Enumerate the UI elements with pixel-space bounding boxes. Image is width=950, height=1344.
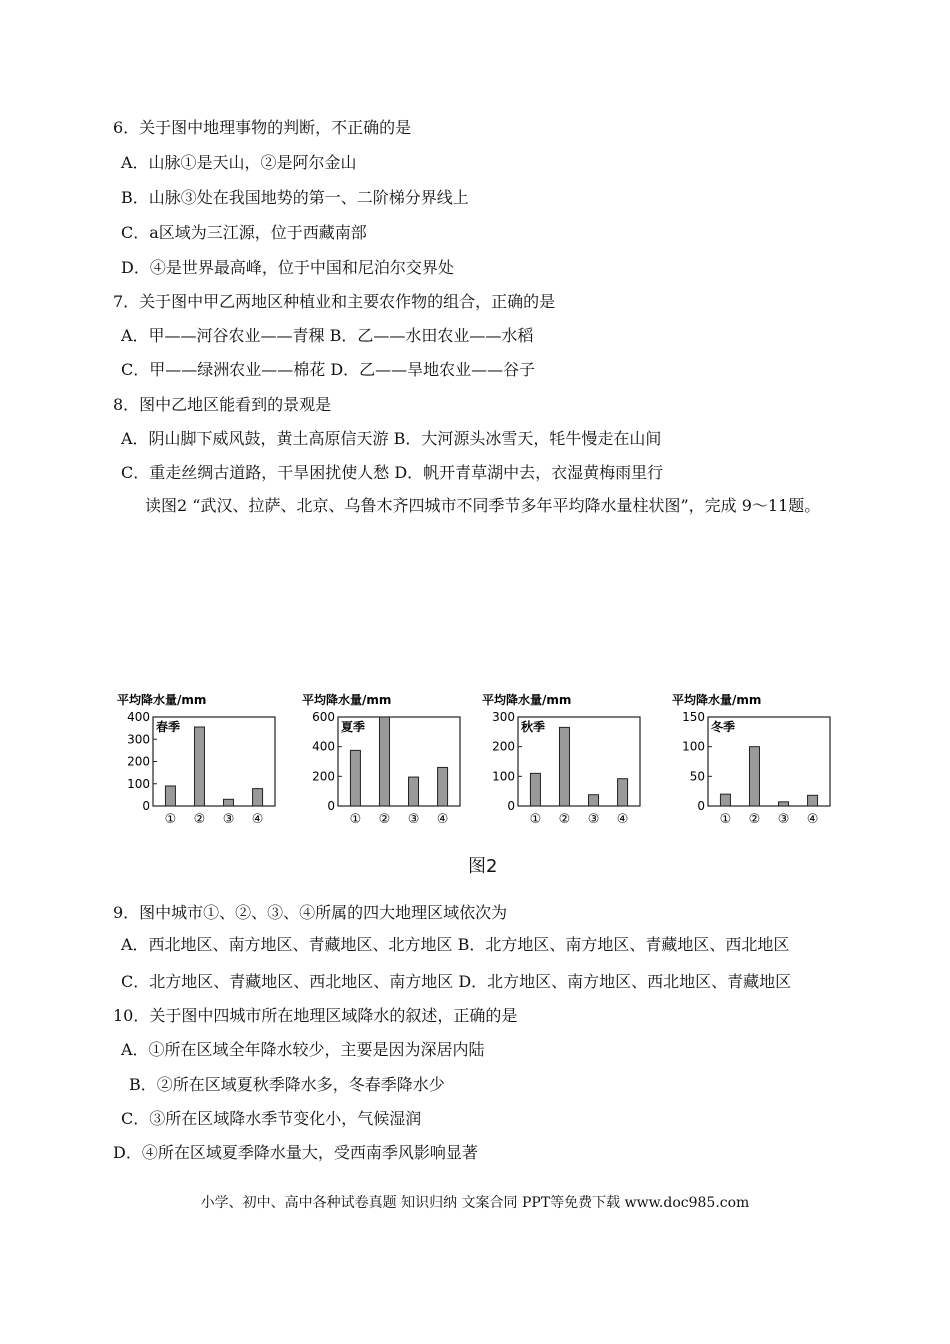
chart-summer bbox=[298, 690, 468, 830]
chart-spring bbox=[113, 690, 283, 830]
y-tick-label: 0 bbox=[697, 799, 705, 813]
season-label: 春季 bbox=[156, 720, 181, 734]
question-9-stem: 9．图中城市①、②、③、④所属的四大地理区域依次为 bbox=[113, 903, 508, 922]
question-8-stem: 8．图中乙地区能看到的景观是 bbox=[113, 395, 332, 414]
chart-summer-svg bbox=[298, 690, 468, 830]
y-tick-label: 300 bbox=[127, 732, 150, 747]
y-tick-label: 200 bbox=[492, 739, 515, 754]
category-label: ② bbox=[193, 812, 206, 827]
question-10-option-d: D．④所在区域夏季降水量大，受西南季风影响显著 bbox=[113, 1143, 478, 1162]
category-label: ① bbox=[529, 812, 542, 827]
question-9-options-cd: C．北方地区、青藏地区、西北地区、南方地区 D．北方地区、南方地区、西北地区、青藏地区 bbox=[121, 972, 792, 991]
category-label: ③ bbox=[222, 812, 235, 827]
chart-winter-svg bbox=[668, 690, 838, 830]
bar bbox=[165, 786, 175, 806]
bar bbox=[559, 727, 569, 806]
y-tick-label: 100 bbox=[682, 739, 705, 754]
bar bbox=[749, 747, 759, 806]
bar bbox=[589, 795, 599, 806]
bar bbox=[530, 773, 540, 806]
bar bbox=[779, 802, 789, 806]
y-tick-label: 200 bbox=[312, 769, 335, 784]
question-10-stem: 10．关于图中四城市所在地理区域降水的叙述，正确的是 bbox=[113, 1006, 518, 1025]
figure-intro-paragraph: 读图2 “武汉、拉萨、北京、乌鲁木齐四城市不同季节多年平均降水量柱状图”，完成 9～11题。 bbox=[145, 496, 821, 515]
category-label: ② bbox=[748, 812, 761, 827]
category-label: ③ bbox=[777, 812, 790, 827]
bar bbox=[808, 795, 818, 806]
bar bbox=[409, 777, 419, 806]
chart-autumn bbox=[478, 690, 648, 830]
question-10-option-c: C．③所在区域降水季节变化小，气候湿润 bbox=[121, 1109, 422, 1128]
figure-caption: 图2 bbox=[468, 856, 498, 877]
category-label: ④ bbox=[616, 812, 629, 827]
bar bbox=[194, 727, 204, 806]
chart-spring-svg bbox=[113, 690, 283, 830]
category-label: ② bbox=[558, 812, 571, 827]
y-axis-label: 平均降水量/mm bbox=[672, 693, 762, 707]
y-tick-label: 0 bbox=[507, 799, 515, 813]
question-8-options-ab: A．阴山脚下威风鼓，黄土高原信天游 B．大河源头冰雪天，牦牛慢走在山间 bbox=[121, 429, 662, 448]
question-6-option-c: C．a区域为三江源，位于西藏南部 bbox=[121, 223, 367, 242]
y-axis-label: 平均降水量/mm bbox=[482, 693, 572, 707]
y-tick-label: 50 bbox=[689, 769, 705, 784]
y-axis-label: 平均降水量/mm bbox=[302, 693, 392, 707]
category-label: ① bbox=[719, 812, 732, 827]
y-tick-label: 100 bbox=[127, 776, 150, 791]
y-tick-label: 400 bbox=[312, 739, 335, 754]
bar bbox=[720, 794, 730, 806]
y-tick-label: 150 bbox=[682, 710, 705, 724]
y-tick-label: 200 bbox=[127, 754, 150, 769]
category-label: ③ bbox=[587, 812, 600, 827]
bar bbox=[253, 789, 263, 806]
question-10-option-a: A．①所在区域全年降水较少，主要是因为深居内陆 bbox=[121, 1040, 485, 1059]
y-tick-label: 300 bbox=[492, 710, 515, 724]
y-tick-label: 400 bbox=[127, 710, 150, 724]
category-label: ① bbox=[164, 812, 177, 827]
question-6-option-a: A．山脉①是天山，②是阿尔金山 bbox=[121, 153, 357, 172]
question-6-option-b: B．山脉③处在我国地势的第一、二阶梯分界线上 bbox=[121, 188, 469, 207]
bar bbox=[618, 779, 628, 806]
question-8-options-cd: C．重走丝绸古道路，干旱困扰使人愁 D．帆开青草湖中去，衣湿黄梅雨里行 bbox=[121, 463, 664, 482]
question-7-options-ab: A．甲——河谷农业——青稞 B．乙——水田农业——水稻 bbox=[121, 326, 534, 345]
chart-autumn-svg bbox=[478, 690, 648, 830]
bar bbox=[224, 799, 234, 806]
question-9-options-ab: A．西北地区、南方地区、青藏地区、北方地区 B．北方地区、南方地区、青藏地区、西北地区 bbox=[121, 935, 790, 954]
bar bbox=[438, 767, 448, 806]
y-axis-label: 平均降水量/mm bbox=[117, 693, 207, 707]
category-label: ④ bbox=[251, 812, 264, 827]
category-label: ④ bbox=[436, 812, 449, 827]
category-label: ② bbox=[378, 812, 391, 827]
y-tick-label: 0 bbox=[327, 799, 335, 813]
question-6-stem: 6．关于图中地理事物的判断，不正确的是 bbox=[113, 118, 412, 137]
category-label: ③ bbox=[407, 812, 420, 827]
page-footer: 小学、初中、高中各种试卷真题 知识归纳 文案合同 PPT等免费下载 www.doc985.com bbox=[200, 1195, 750, 1211]
chart-winter bbox=[668, 690, 838, 830]
y-tick-label: 0 bbox=[142, 799, 150, 813]
category-label: ① bbox=[349, 812, 362, 827]
bar bbox=[379, 717, 389, 806]
y-tick-label: 600 bbox=[312, 710, 335, 724]
question-7-stem: 7．关于图中甲乙两地区种植业和主要农作物的组合，正确的是 bbox=[113, 292, 556, 311]
bar bbox=[350, 750, 360, 806]
season-label: 夏季 bbox=[341, 720, 366, 734]
question-6-option-d: D．④是世界最高峰，位于中国和尼泊尔交界处 bbox=[121, 258, 454, 277]
season-label: 冬季 bbox=[711, 720, 736, 734]
season-label: 秋季 bbox=[521, 720, 546, 734]
question-7-options-cd: C．甲——绿洲农业——棉花 D．乙——旱地农业——谷子 bbox=[121, 360, 536, 379]
y-tick-label: 100 bbox=[492, 769, 515, 784]
question-10-option-b: B．②所在区域夏秋季降水多，冬春季降水少 bbox=[129, 1075, 445, 1094]
category-label: ④ bbox=[806, 812, 819, 827]
